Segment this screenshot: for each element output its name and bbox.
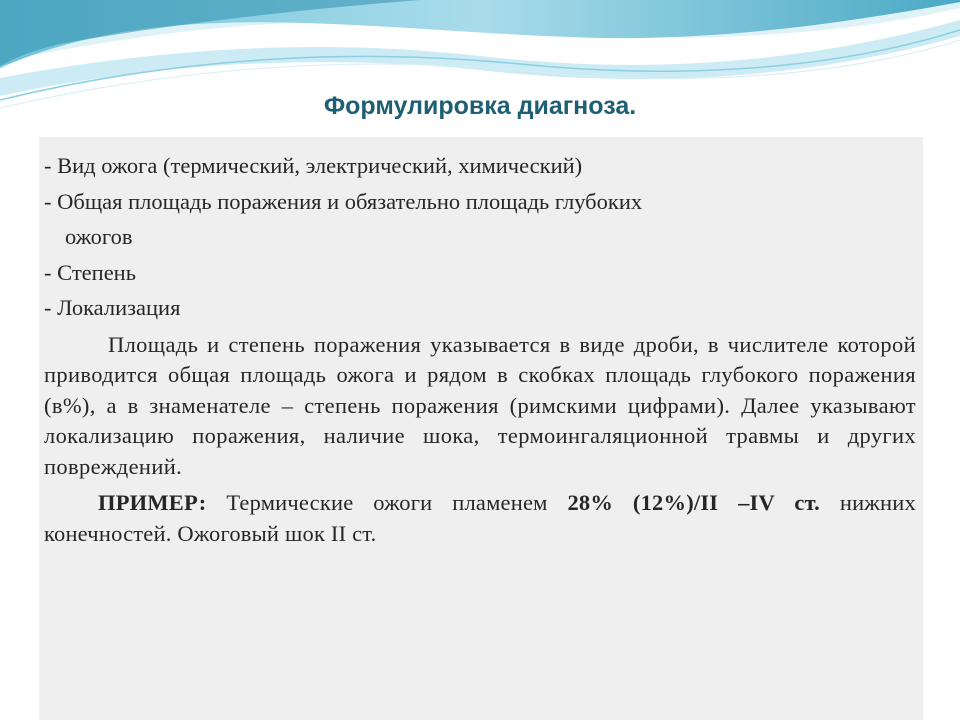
bullet-burn-type: - Вид ожога (термический, электрический, химический) (44, 153, 583, 178)
slide-title: Формулировка диагноза. (323, 92, 637, 120)
example-label: ПРИМЕР: (98, 490, 207, 515)
example-text-1: Термические ожоги пламенем (206, 490, 568, 515)
example-text-2: нижних конечностей. Ожоговый шок II ст. (44, 490, 916, 546)
example-paragraph (44, 488, 916, 549)
explanation-paragraph: Площадь и степень поражения указывается в виде дроби, в числителе которой приводится общая площадь ожога и рядом в скобках площадь глубокого поражения (в%), а в знаменателе – степень поражения (римскими цифрами). Далее указывают локализацию поражения, наличие шока, термоингаляционной травмы и других повреждений. (44, 331, 916, 479)
bullet-localization: - Локализация (44, 295, 181, 320)
bullet-degree: - Степень (44, 259, 136, 285)
bullet-total-area: - Общая площадь поражения и обязательно площадь глубоких (44, 188, 643, 214)
bullet-total-area-continued: ожогов (65, 224, 133, 249)
text-area (44, 148, 916, 549)
example-bold-value: 28% (12%)/II –IV ст. (567, 490, 820, 515)
